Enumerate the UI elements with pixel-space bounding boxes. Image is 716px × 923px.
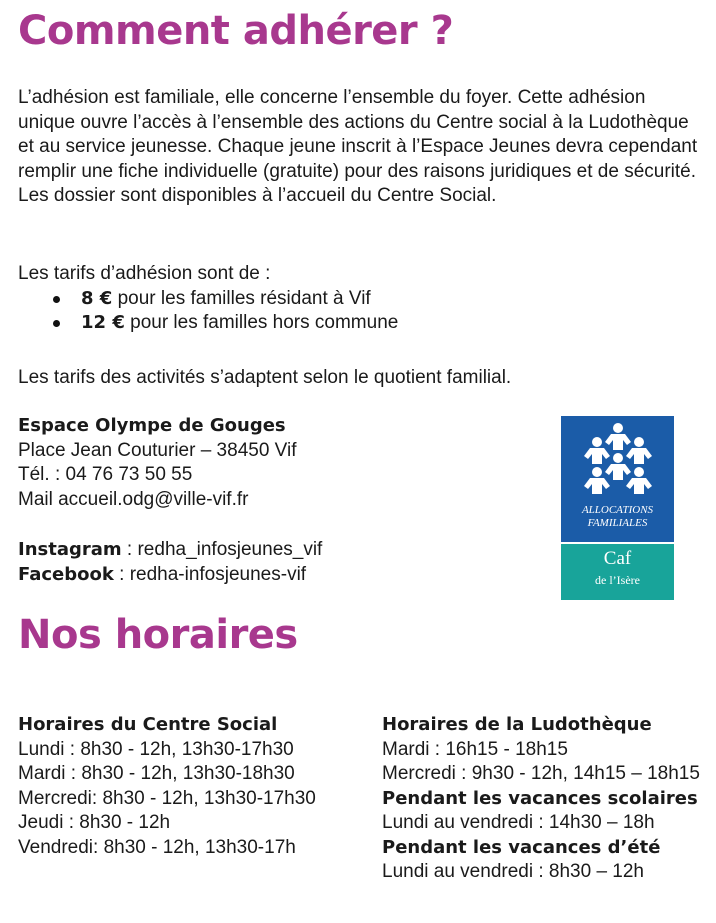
caf-line1: ALLOCATIONS	[581, 504, 654, 516]
hours-line: Lundi au vendredi : 8h30 – 12h	[382, 861, 644, 882]
facebook-handle: : redha-infosjeunes-vif	[113, 563, 307, 585]
facebook-line[interactable]	[18, 563, 538, 588]
hours-line: Lundi au vendredi : 14h30 – 18h	[382, 812, 655, 833]
hours-line: Mercredi: 8h30 - 12h, 13h30-17h30	[18, 787, 316, 809]
hours-line: Mercredi : 9h30 - 12h, 14h15 – 18h15	[382, 763, 700, 784]
hours-line: Lundi : 8h30 - 12h, 13h30-17h30	[18, 738, 294, 760]
hours-line: Jeudi : 8h30 - 12h	[18, 812, 171, 833]
family-figures-icon	[583, 422, 653, 502]
tarif-desc: pour les familles hors commune	[124, 312, 399, 333]
centre-social-heading: Horaires du Centre Social	[18, 714, 278, 735]
facebook-label: Facebook	[18, 563, 114, 585]
caf-logo	[561, 416, 674, 600]
tarif-desc: pour les familles résidant à Vif	[112, 287, 371, 309]
contact-mail[interactable]: Mail accueil.odg@ville-vif.fr	[18, 488, 249, 510]
list-item	[18, 287, 698, 312]
hours-line: Mardi : 8h30 - 12h, 13h30-18h30	[18, 763, 295, 784]
social-block	[18, 538, 538, 587]
caf-allocations-text	[561, 504, 674, 530]
quotient-text: Les tarifs des activités s’adaptent selon le quotient familial.	[18, 367, 512, 388]
vacances-scolaires-heading: Pendant les vacances scolaires	[382, 787, 698, 809]
vacances-ete-heading: Pendant les vacances d’été	[382, 836, 661, 858]
centre-social-hours	[18, 713, 368, 860]
caf-name: Caf	[603, 548, 632, 569]
instagram-label: Instagram	[18, 539, 122, 560]
contact-phone[interactable]: Tél. : 04 76 73 50 55	[18, 464, 193, 485]
hours-line: Vendredi: 8h30 - 12h, 13h30-17h	[18, 836, 296, 858]
title-comment-adherer: Comment adhérer ?	[18, 8, 454, 54]
instagram-line[interactable]	[18, 538, 538, 563]
ludotheque-heading: Horaires de la Ludothèque	[382, 714, 652, 735]
instagram-handle: : redha_infosjeunes_vif	[121, 539, 323, 560]
tarifs-list	[18, 287, 698, 336]
title-nos-horaires: Nos horaires	[18, 612, 298, 658]
hours-line: Mardi : 16h15 - 18h15	[382, 738, 568, 760]
tarifs-block	[18, 262, 698, 336]
caf-line2: FAMILIALES	[587, 517, 648, 529]
caf-region: de l’Isère	[595, 573, 640, 587]
list-item	[18, 311, 698, 336]
contact-name: Espace Olympe de Gouges	[18, 415, 286, 436]
contact-address: Place Jean Couturier – 38450 Vif	[18, 439, 297, 461]
tarif-price: 12 €	[81, 312, 125, 333]
contact-block	[18, 414, 538, 512]
tarifs-intro: Les tarifs d’adhésion sont de :	[18, 263, 271, 284]
tarif-price: 8 €	[81, 287, 113, 309]
adhesion-intro-paragraph: L’adhésion est familiale, elle concerne l’ensemble du foyer. Cette adhésion unique ouvre l’accès à l’ensemble des actions du Centre social à la Ludothèque et au service jeunesse. Chaque jeune inscrit à l’Espace Jeunes devra cependant remplir une fiche individuelle (gratuite) pour des raisons juridiques et de sécurité. Les dossier sont disponibles à l’accueil du Centre Social.	[18, 87, 698, 206]
ludotheque-hours	[382, 713, 712, 885]
